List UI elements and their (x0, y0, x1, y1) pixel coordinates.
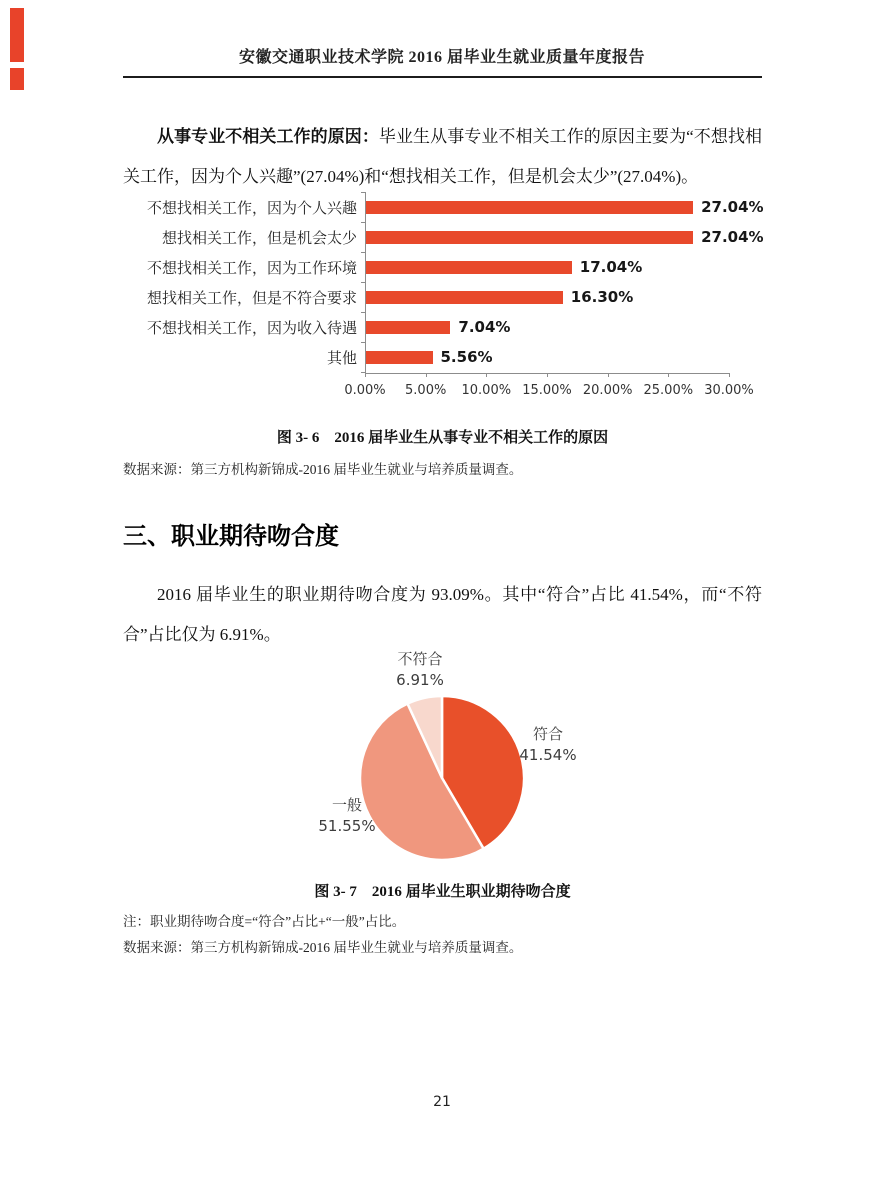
x-axis-tick-label: 20.00% (582, 383, 633, 398)
bar (365, 291, 563, 304)
x-axis-tick-label: 25.00% (643, 383, 694, 398)
figure-3-6-source: 数据来源：第三方机构新锦成-2016 届毕业生就业与培养质量调查。 (123, 462, 523, 477)
page-header-title: 安徽交通职业技术学院 2016 届毕业生就业质量年度报告 (238, 49, 645, 66)
y-axis-tick (361, 312, 365, 313)
x-axis-tick (547, 373, 548, 377)
bar-track (365, 252, 783, 282)
figure-3-6-caption: 图 3- 6 2016 届毕业生从事专业不相关工作的原因 (276, 430, 609, 446)
x-axis-tick (365, 373, 366, 377)
x-axis-tick-label: 30.00% (704, 383, 754, 398)
x-axis-tick-label: 15.00% (522, 383, 572, 398)
bar-category-label: 想找相关工作，但是不符合要求 (146, 290, 357, 307)
x-axis-tick (729, 373, 730, 377)
pie-label-match-value: 41.54% (519, 746, 577, 764)
bar-category-label: 其他 (326, 350, 357, 367)
figure-3-7-note: 注：职业期待吻合度=“符合”占比+“一般”占比。 (123, 914, 406, 929)
paragraph-body-text: 毕业生从事专业不相关工作的原因主要为“不想找相关工作，因为个人兴趣”(27.04%)和“想找相关工作，但是机会太少”(27.04%)。 (123, 127, 763, 186)
page-number: 21 (433, 1094, 451, 1110)
bar-chart-row (123, 282, 783, 312)
y-axis-tick (361, 222, 365, 223)
bar (365, 321, 450, 334)
x-axis-tick (668, 373, 669, 377)
bar-value-label: 17.04% (579, 258, 643, 276)
bar-chart-row (123, 312, 783, 342)
bar-track (365, 282, 783, 312)
bar-chart-row (123, 342, 783, 372)
bar-chart-row (123, 252, 783, 282)
bar-value-label: 7.04% (458, 318, 511, 336)
bar-track (365, 342, 783, 372)
x-axis-tick (486, 373, 487, 377)
y-axis-tick (361, 252, 365, 253)
bar-track (365, 192, 783, 222)
bar (365, 231, 693, 244)
bar-chart-row (123, 222, 783, 252)
pie-label-general (292, 795, 402, 837)
bar-chart-rows (123, 192, 783, 372)
bar-chart-figure-3-6 (123, 192, 783, 407)
pie-chart-figure-3-7 (330, 666, 554, 890)
x-axis-ticks (344, 373, 754, 413)
bar-track (365, 222, 783, 252)
bar (365, 351, 433, 364)
bar-value-label: 27.04% (701, 228, 764, 246)
corner-accent-bar-bottom (10, 68, 24, 90)
y-axis-line (365, 192, 366, 373)
pie-label-mismatch-value: 6.91% (396, 671, 444, 689)
x-axis-tick (608, 373, 609, 377)
pie-label-mismatch-name: 不符合 (397, 650, 443, 668)
bar-value-label: 27.04% (701, 198, 764, 216)
bar-value-label: 16.30% (570, 288, 634, 306)
paragraph-lead-bold: 从事专业不相关工作的原因： (157, 127, 379, 146)
x-axis-tick-label: 10.00% (461, 383, 512, 398)
x-axis-tick-label: 0.00% (344, 383, 386, 398)
x-axis-tick-label: 5.00% (405, 383, 447, 398)
pie-label-match-name: 符合 (532, 725, 563, 743)
figure-3-7-caption: 图 3- 7 2016 届毕业生职业期待吻合度 (314, 884, 571, 900)
bar (365, 201, 693, 214)
y-axis-tick (361, 192, 365, 193)
y-axis-tick (361, 342, 365, 343)
bar (365, 261, 572, 274)
bar-value-label: 5.56% (440, 348, 493, 366)
bar-category-label: 不想找相关工作，因为个人兴趣 (146, 200, 357, 217)
pie-label-general-name: 一般 (331, 796, 362, 814)
section-heading-expectation: 三、职业期待吻合度 (123, 522, 339, 550)
header-rule (123, 76, 762, 78)
pie-label-mismatch (365, 649, 475, 691)
x-axis-tick (426, 373, 427, 377)
pie-label-match (493, 724, 603, 766)
bar-category-label: 不想找相关工作，因为收入待遇 (146, 320, 357, 337)
pie-label-general-value: 51.55% (318, 817, 376, 835)
bar-category-label: 不想找相关工作，因为工作环境 (146, 260, 357, 277)
figure-3-7-source: 数据来源：第三方机构新锦成-2016 届毕业生就业与培养质量调查。 (123, 940, 523, 955)
paragraph-expectation: 2016 届毕业生的职业期待吻合度为 93.09%。其中“符合”占比 41.54%，而“不符合”占比仅为 6.91%。 (123, 585, 762, 644)
paragraph-unrelated-work (123, 117, 762, 197)
bar-chart-row (123, 192, 783, 222)
bar-track (365, 312, 783, 342)
y-axis-tick (361, 282, 365, 283)
bar-category-label: 想找相关工作，但是机会太少 (161, 230, 357, 247)
